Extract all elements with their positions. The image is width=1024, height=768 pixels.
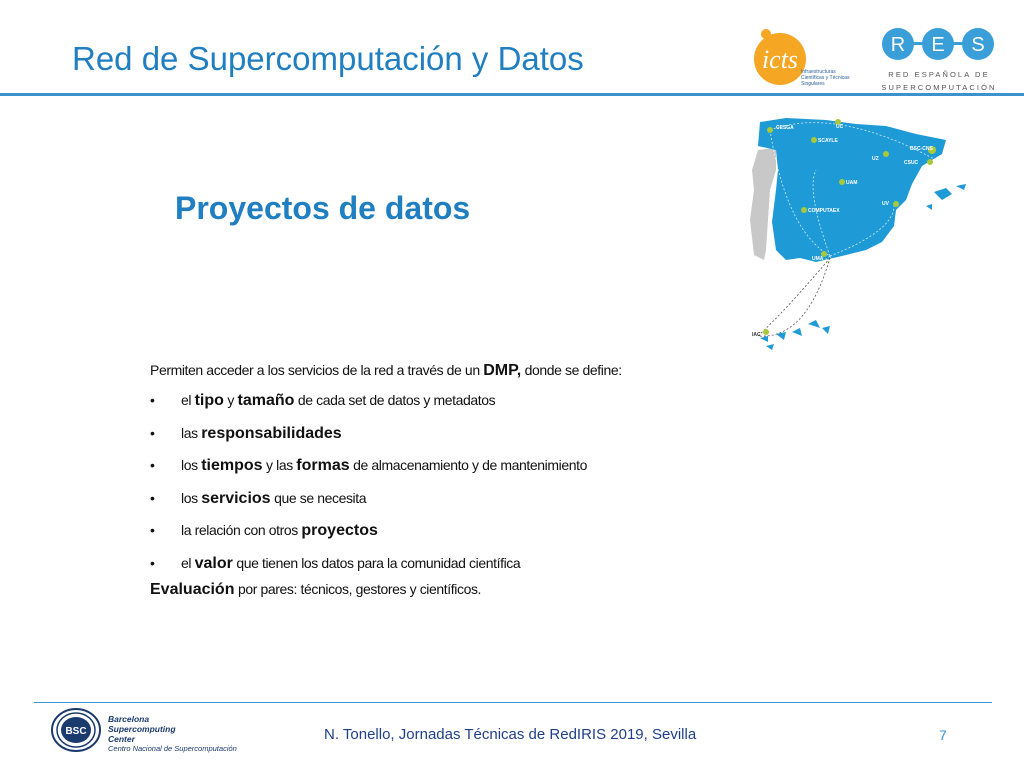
bullet-emphasis: tiempos <box>201 457 263 474</box>
node-computaex: COMPUTAEX <box>808 208 840 214</box>
portugal-shape <box>750 148 776 260</box>
icts-caption-line3: Singulares <box>801 81 825 87</box>
bullet-item <box>150 550 730 583</box>
bullet-marker: • <box>150 489 155 506</box>
bullet-item <box>150 420 730 453</box>
bsc-logo-text <box>108 714 237 754</box>
bullet-emphasis: tamaño <box>237 392 295 409</box>
icts-logo-letters: icts <box>761 45 799 74</box>
res-letter-e: E <box>931 34 945 56</box>
bsc-badge-text: BSC <box>65 726 87 737</box>
footer-citation: N. Tonello, Jornadas Técnicas de RedIRIS 2019, Sevilla <box>324 726 697 743</box>
bsc-line4: Centro Nacional de Supercomputación <box>108 744 237 753</box>
icts-caption-line1: Infraestructuras <box>801 69 836 75</box>
bullet-emphasis: valor <box>194 554 233 572</box>
bullet-text: los <box>181 457 202 473</box>
intro-dmp: DMP, <box>483 362 522 379</box>
node-cesga: CESGA <box>776 125 794 131</box>
bullet-text: que tienen los datos para la comunidad científica <box>232 554 521 571</box>
intro-line <box>150 357 730 383</box>
bullet-marker: • <box>150 522 155 538</box>
content-body <box>150 357 730 602</box>
bullet-marker: • <box>150 392 155 408</box>
evaluation-rest: por pares: técnicos, gestores y científicos. <box>234 581 482 597</box>
node-uc: UC <box>836 124 844 130</box>
bullet-emphasis: formas <box>296 457 350 474</box>
bullet-emphasis: proyectos <box>301 522 378 539</box>
bullet-text: y <box>223 392 238 408</box>
bullet-emphasis: tipo <box>194 392 224 409</box>
spain-shape <box>758 118 946 262</box>
intro-pre: Permiten acceder a los servicios de la red a través de un <box>150 362 484 378</box>
page-number: 7 <box>939 727 947 743</box>
bullet-text: de almacenamiento y de mantenimiento <box>349 457 588 473</box>
bullet-text: las <box>181 424 202 441</box>
spain-network-map <box>746 110 976 355</box>
evaluation-bold: Evaluación <box>150 581 235 598</box>
balearic-islands <box>926 184 966 210</box>
bullet-emphasis: servicios <box>201 489 271 507</box>
node-uv: UV <box>882 201 889 207</box>
res-logo-caption <box>880 68 998 94</box>
node-iac: IAC <box>752 332 761 338</box>
res-logo <box>878 26 998 66</box>
title-divider <box>0 93 1024 96</box>
node-uma: UMA <box>812 256 824 262</box>
bullet-item <box>150 485 730 518</box>
node-uz: UZ <box>872 156 879 162</box>
canary-link <box>758 258 830 336</box>
res-caption-line1: RED ESPAÑOLA DE <box>888 70 990 79</box>
bullet-text: el <box>181 554 195 571</box>
node-csuc: CSUC <box>904 160 919 166</box>
bullet-text: el <box>181 392 195 408</box>
bsc-line1: Barcelona <box>108 714 150 724</box>
bullet-emphasis: responsabilidades <box>201 424 342 442</box>
section-subtitle: Proyectos de datos <box>175 190 471 226</box>
node-uam: UAM <box>846 180 858 186</box>
bullet-item <box>150 517 730 550</box>
bsc-line2: Supercomputing <box>108 724 176 734</box>
bullet-text: de cada set de datos y metadatos <box>294 392 496 408</box>
res-letter-s: S <box>971 34 985 56</box>
slide-title: Red de Supercomputación y Datos <box>72 40 584 77</box>
canary-islands <box>760 320 830 350</box>
bullet-item <box>150 387 730 420</box>
intro-post: donde se define: <box>521 362 622 378</box>
bullet-list <box>150 387 730 582</box>
bsc-line3: Center <box>108 734 135 744</box>
icts-caption-line2: Científicas y Técnicas <box>801 75 850 81</box>
res-letter-r: R <box>890 34 906 56</box>
bullet-item <box>150 452 730 485</box>
node-scayle: SCAYLE <box>818 138 838 144</box>
bullet-text: que se necesita <box>270 489 367 506</box>
res-caption-line2: SUPERCOMPUTACIÓN <box>881 83 997 92</box>
node-bsc-cns: BSC-CNS <box>910 146 933 152</box>
footer-divider <box>34 702 992 703</box>
bullet-text: y las <box>262 457 297 473</box>
bullet-text: los <box>181 489 202 506</box>
bullet-marker: • <box>150 424 155 441</box>
bullet-marker: • <box>150 457 155 473</box>
bullet-marker: • <box>150 554 155 571</box>
bullet-text: la relación con otros <box>181 522 302 538</box>
icts-logo-caption <box>801 69 861 87</box>
